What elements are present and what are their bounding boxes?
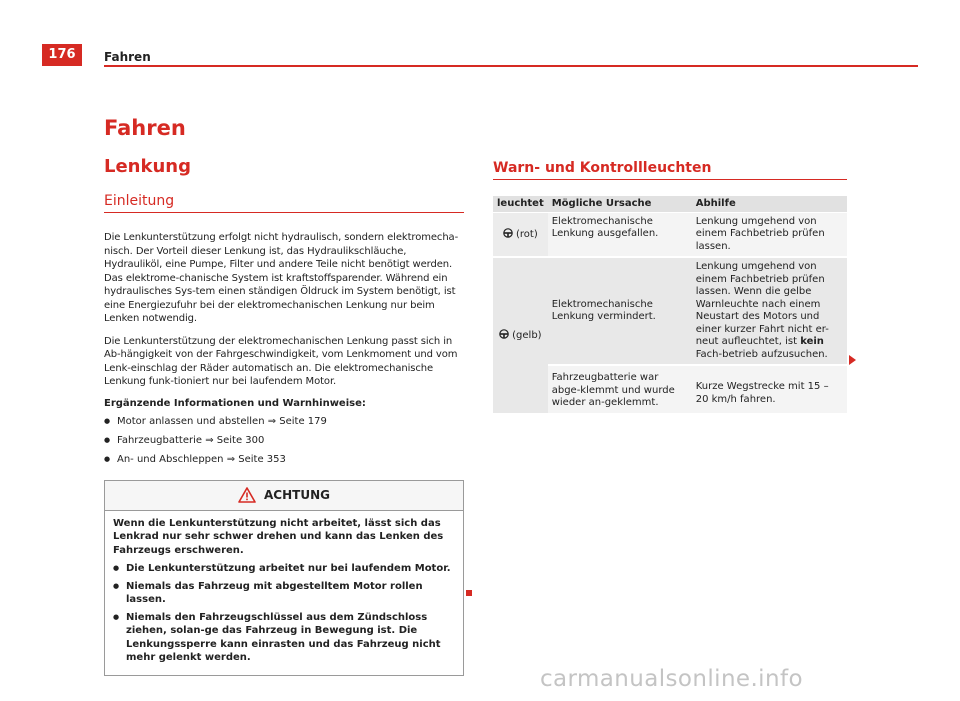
lamp-color: (rot) (515, 228, 538, 240)
remedy-cell: Kurze Wegstrecke mit 15 – 20 km/h fahren. (692, 365, 847, 414)
column-header-remedy: Abhilfe (692, 196, 847, 212)
subsection-title: Einleitung (104, 193, 175, 209)
cause-cell: Elektromechanische Lenkung ausgefallen. (548, 212, 692, 257)
intro-paragraph: Die Lenkunterstützung erfolgt nicht hydraulisch, sondern elektromecha-nisch. Der Vorteil dieser Lenkung ist, das Hydraulikschläuche, Hydrauliköl, eine Pumpe, Filter und andere Teile nicht benötigt werden. Das elektrome-chanische System ist kraftstoffsparender. Während ein hydraulisches Sys-tem einen ständigen Öldruck im System benötigt, ist eine Energiezufuhr bei der elektromechanischen Lenkung nur beim Lenken notwendig. (104, 232, 459, 324)
cause-cell: Elektromechanische Lenkung vermindert. (548, 257, 692, 365)
steering-wheel-icon (499, 329, 509, 339)
cause-cell: Fahrzeugbatterie war abge-klemmt und wurde wieder an-geklemmt. (548, 365, 692, 414)
lights-section-title: Warn- und Kontrollleuchten (493, 160, 712, 176)
adaptive-paragraph: Die Lenkunterstützung der elektromechanischen Lenkung passt sich in Ab-hängigkeit von der Fahrgeschwindigkeit, vom Lenkmoment und vom Lenk-einschlag der Räder automatisch an. Die elektromechanische Lenkung funk-tioniert nur bei laufendem Motor. (104, 335, 458, 387)
reference-link-engine[interactable]: ● Motor anlassen und abstellen ⇒ Seite 179 (104, 415, 464, 428)
reference-link-towing[interactable]: ● An- und Abschleppen ⇒ Seite 353 (104, 453, 464, 466)
warning-header (105, 481, 463, 511)
warning-intro: Wenn die Lenkunterstützung nicht arbeitet, lässt sich das Lenkrad nur sehr schwer drehen und kann das Lenken des Fahrzeugs erschweren. (113, 517, 444, 556)
warning-bullet: ● Die Lenkunterstützung arbeitet nur bei laufendem Motor. (113, 562, 455, 576)
warning-triangle-icon (238, 487, 256, 503)
left-column (104, 116, 464, 676)
subsection-rule (104, 212, 464, 213)
supplementary-heading: Ergänzende Informationen und Warnhinweise: (104, 397, 366, 409)
section-end-marker (466, 590, 472, 596)
remedy-cell (692, 257, 847, 365)
remedy-emphasis: kein (800, 336, 824, 347)
warning-body (105, 511, 463, 675)
reference-link-battery[interactable]: ● Fahrzeugbatterie ⇒ Seite 300 (104, 434, 464, 447)
column-header-cause: Mögliche Ursache (548, 196, 692, 212)
watermark: carmanualsonline.info (540, 666, 803, 692)
table-row (493, 257, 847, 365)
remedy-text: Fach-betrieb aufzusuchen. (695, 348, 828, 360)
table-row (493, 212, 847, 257)
chapter-title: Fahren (104, 116, 186, 140)
page-number: 176 (42, 44, 82, 66)
warning-bullet: ● Niemals das Fahrzeug mit abgestelltem Motor rollen lassen. (113, 580, 455, 607)
warning-bullet: ● Niemals den Fahrzeugschlüssel aus dem Zündschloss ziehen, solan-ge das Fahrzeug in Bewegung ist. Die Lenkungssperre kann einrasten und das Fahrzeug nicht mehr gelenkt werden. (113, 611, 455, 665)
header-rule (104, 65, 918, 67)
warning-box (104, 480, 464, 676)
lamp-color: (gelb) (512, 329, 542, 341)
section-title: Lenkung (104, 156, 191, 177)
remedy-text: Lenkung umgehend von einem Fachbetrieb prüfen lassen. Wenn die gelbe Warnleuchte nach einem Neustart des Motors und einer kurzer Fahrt nicht er-neut aufleuchtet, ist (695, 261, 829, 347)
reference-list (104, 415, 464, 466)
lamp-cell (493, 257, 548, 414)
table-header-row (493, 196, 847, 212)
warning-label: ACHTUNG (264, 488, 330, 502)
column-header-lamp: leuchtet (493, 196, 548, 212)
running-header-title: Fahren (104, 50, 151, 64)
warning-lights-table (493, 196, 847, 415)
steering-wheel-icon (503, 228, 513, 238)
right-column (493, 160, 847, 415)
lights-section-rule (493, 179, 847, 180)
continue-arrow-icon (849, 355, 856, 365)
remedy-cell: Lenkung umgehend von einem Fachbetrieb prüfen lassen. (692, 212, 847, 257)
lamp-cell (493, 212, 548, 257)
